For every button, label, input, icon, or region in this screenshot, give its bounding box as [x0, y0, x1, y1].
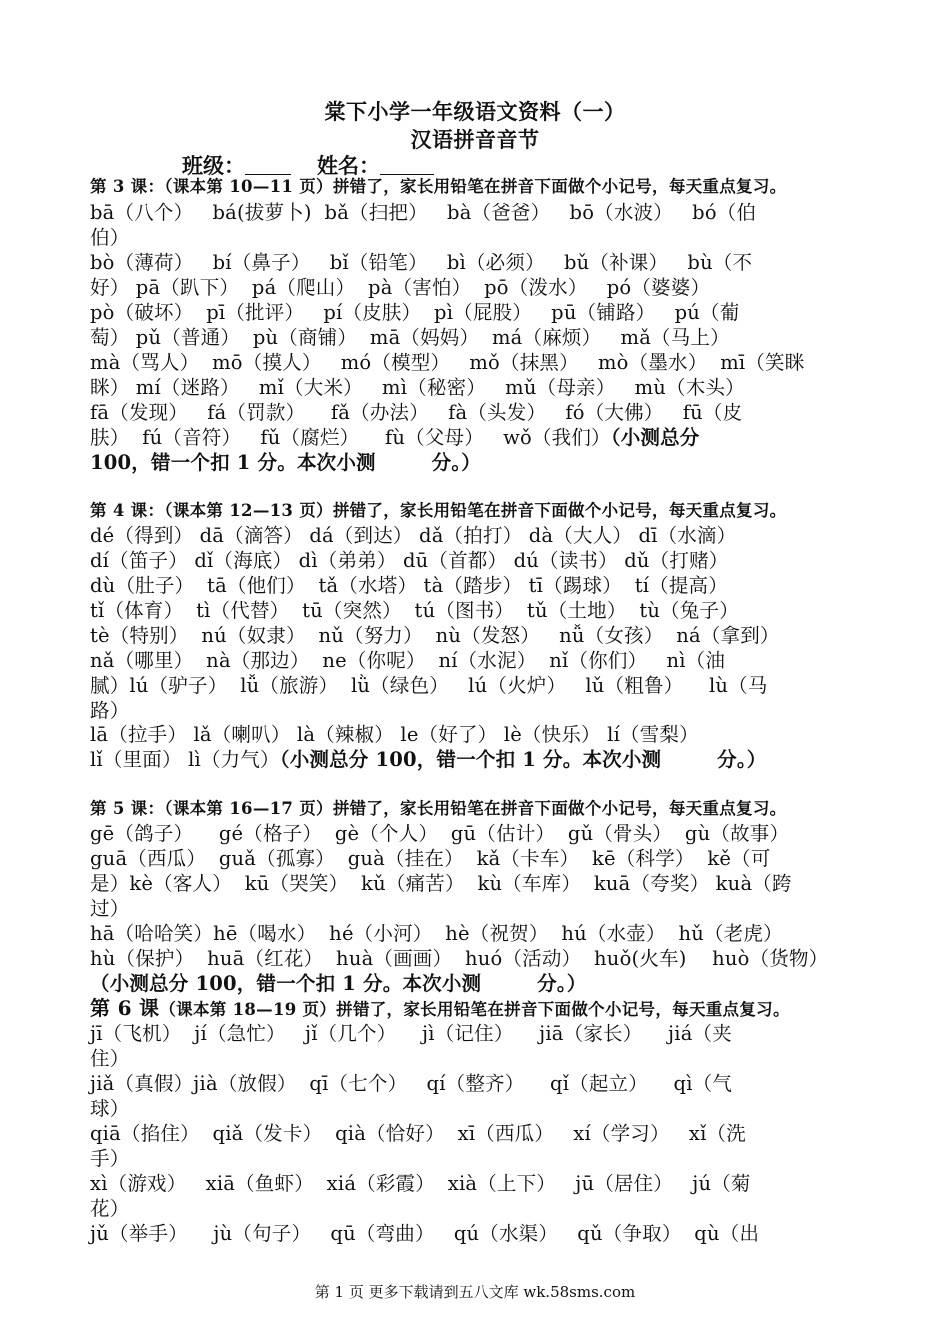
lesson5-header: 第 5 课：（课本第 16—17 页）拼错了，家长用铅笔在拼音下面做个小记号，每天重点复习。	[90, 799, 787, 818]
lesson3-score-start: （小测总分	[610, 426, 700, 449]
lesson6-line: jiǎ（真假）jià（放假） qī（七个） qí（整齐） qǐ（起立） qì（气	[90, 1072, 733, 1095]
lesson6-line: xì（游戏） xiā（鱼虾） xiá（彩霞） xià（上下） jū（居住） jú（菊	[90, 1172, 751, 1195]
name-label: 姓名：	[317, 153, 380, 178]
lesson3-score: 100，错一个扣 1 分。本次小测 分。）	[90, 451, 482, 474]
lesson6-line: 花）	[90, 1197, 130, 1220]
lesson5-line: hù（保护） huā（红花） huà（画画） huó（活动） huǒ(火车) huò（货物）	[90, 947, 829, 970]
document-subtitle: 汉语拼音音节	[410, 127, 540, 152]
lesson4-line: dù（肚子） tā（他们） tǎ（水塔） tà（踏步） tī（踢球） tí（提高）	[90, 574, 728, 597]
lesson4-line: tǐ（体育） tì（代替） tū（突然） tú（图书） tǔ（土地） tù（兔子）	[90, 599, 739, 622]
lesson4-line: dé（得到） dā（滴答） dá（到达） dǎ（拍打） dà（大人） dī（水滴）	[90, 524, 737, 547]
lesson4-line: tè（特别） nú（奴隶） nǔ（努力） nù（发怒） nǚ（女孩） ná（拿到）	[90, 624, 780, 647]
lesson3-line: bò（薄荷） bí（鼻子） bǐ（铅笔） bì（必须） bǔ（补课） bù（不	[90, 251, 753, 274]
class-label: 班级：	[182, 153, 245, 178]
lesson6-line: jī（飞机） jí（急忙） jǐ（几个） jì（记住） jiā（家长） jiá（夹	[90, 1022, 732, 1045]
lesson6-line: 住）	[90, 1047, 130, 1070]
lesson3-line: pò（破坏） pī（批评） pí（皮肤） pì（屁股） pū（铺路） pú（葡	[90, 301, 740, 324]
lesson3-line: 眯） mí（迷路） mǐ（大米） mì（秘密） mǔ（母亲） mù（木头）	[90, 376, 745, 399]
lesson4-line-text: lǐ（里面） lì（力气）	[90, 748, 280, 771]
lesson4-header: 第 4 课：（课本第 12—13 页）拼错了，家长用铅笔在拼音下面做个小记号，每天重点复习。	[90, 501, 787, 520]
lesson5-line: hā（哈哈笑）hē（喝水） hé（小河） hè（祝贺） hú（水壶） hǔ（老虎）	[90, 922, 783, 945]
lesson4-line: nǎ（哪里） nà（那边） ne（你呢） ní（水泥） nǐ（你们） nì（油	[90, 649, 726, 672]
page-footer: 第 1 页 更多下载请到五八文库 wk.58sms.com	[314, 1283, 636, 1301]
lesson6-header	[90, 996, 870, 1022]
lesson3-line: mà（骂人） mō（摸人） mó（模型） mǒ（抹黑） mò（墨水） mī（笑眯	[90, 351, 805, 374]
lesson5-line: guā（西瓜） guǎ（孤寡） guà（挂在） kǎ（卡车） kē（科学） kě（可	[90, 847, 771, 870]
lesson6-line: qiā（掐住） qiǎ（发卡） qià（恰好） xī（西瓜） xí（学习） xǐ（洗	[90, 1122, 746, 1145]
lesson4-line: lā（拉手） lǎ（喇叭） là（辣椒） le（好了） lè（快乐） lí（雪梨）	[90, 723, 699, 746]
lesson5-line: 过）	[90, 897, 130, 920]
lesson4-line: 腻）lú（驴子） lǚ（旅游） lǜ（绿色） lú（火炉） lǔ（粗鲁） lù（马	[90, 674, 768, 697]
lesson4-last-line	[90, 747, 870, 772]
lesson3-line: fā（发现） fá（罚款） fǎ（办法） fà（头发） fó（大佛） fū（皮	[90, 401, 743, 424]
lesson3-line: bā（八个） bá(拔萝卜) bǎ（扫把） bà（爸爸） bō（水波） bó（伯	[90, 201, 757, 224]
lesson5-score: （小测总分 100，错一个扣 1 分。本次小测 分。）	[90, 972, 587, 995]
lesson4-score: （小测总分 100，错一个扣 1 分。本次小测 分。）	[279, 748, 767, 771]
lesson6-line: jǔ（举手） jù（句子） qū（弯曲） qú（水渠） qǔ（争取） qù（出	[90, 1222, 760, 1245]
lesson6-line: 球）	[90, 1097, 130, 1120]
lesson6-line: 手）	[90, 1147, 130, 1170]
lesson3-line: 好） pā（趴下） pá（爬山） pà（害怕） pō（泼水） pó（婆婆）	[90, 276, 711, 299]
lesson4-line: dí（笛子） dǐ（海底） dì（弟弟） dū（首都） dú（读书） dǔ（打赌）	[90, 549, 729, 572]
lesson6-header-rest: （课本第 18—19 页）拼错了，家长用铅笔在拼音下面做个小记号，每天重点复习。	[159, 1000, 790, 1019]
lesson5-line: gē（鸽子） gé（格子） gè（个人） gū（估计） gǔ（骨头） gù（故事）	[90, 822, 790, 845]
lesson3-header: 第 3 课：（课本第 10—11 页）拼错了，家长用铅笔在拼音下面做个小记号，每天重点复习。	[90, 177, 787, 196]
lesson3-line	[90, 425, 870, 450]
lesson4-line: 路）	[90, 699, 130, 722]
document-title: 棠下小学一年级语文资料（一）	[324, 99, 626, 124]
lesson3-line: 萄） pǔ（普通） pù（商铺） mā（妈妈） má（麻烦） mǎ（马上）	[90, 326, 730, 349]
lesson3-line: 伯）	[90, 226, 130, 249]
lesson5-line: 是）kè（客人） kū（哭笑） kǔ（痛苦） kù（车库） kuā（夸奖） kuà（跨	[90, 872, 792, 895]
lesson3-line-text: 肤） fú（音符） fǔ（腐烂） fù（父母） wǒ（我们）	[90, 426, 611, 449]
lesson6-header-lead: 第 6 课	[90, 996, 160, 1020]
